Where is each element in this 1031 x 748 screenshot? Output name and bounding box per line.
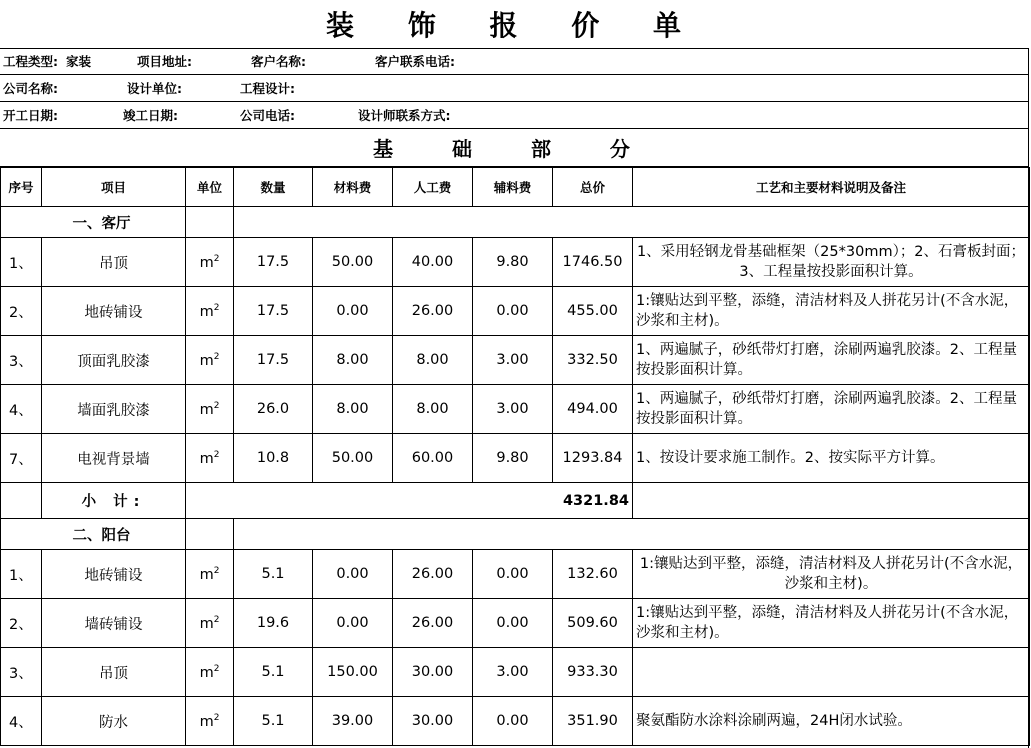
row-number: 7、 <box>1 434 42 483</box>
unit-cell <box>186 287 234 336</box>
table-row <box>1 385 1030 434</box>
remark <box>633 648 1030 697</box>
item-name: 墙面乳胶漆 <box>42 385 186 434</box>
project-type-label: 工程类型: <box>3 54 58 69</box>
column-header: 人工费 <box>393 168 473 207</box>
labor-fee: 26.00 <box>393 599 473 648</box>
total-price: 509.60 <box>553 599 633 648</box>
aux-fee: 0.00 <box>473 550 553 599</box>
quantity: 19.6 <box>234 599 313 648</box>
material-fee: 8.00 <box>313 385 393 434</box>
column-header: 项目 <box>42 168 186 207</box>
unit-exponent: 2 <box>213 712 220 723</box>
quantity: 5.1 <box>234 648 313 697</box>
unit-exponent: 2 <box>213 400 220 411</box>
empty-cell <box>186 207 234 238</box>
item-name: 地砖铺设 <box>42 550 186 599</box>
remark: 聚氨酯防水涂料涂刷两遍，24H闭水试验。 <box>633 697 1030 746</box>
info-row-2 <box>0 75 1029 102</box>
material-fee: 0.00 <box>313 599 393 648</box>
remark: 1、采用轻钢龙骨基础框架（25*30mm）；2、石膏板封面；3、工程量按投影面积计算。 <box>633 238 1030 287</box>
item-name: 地砖铺设 <box>42 287 186 336</box>
total-price: 494.00 <box>553 385 633 434</box>
subtotal-row <box>1 483 1030 519</box>
design-unit-label: 设计单位: <box>127 81 182 96</box>
empty-cell <box>1 483 42 519</box>
item-name: 防水 <box>42 697 186 746</box>
aux-fee: 3.00 <box>473 385 553 434</box>
empty-cell <box>633 483 1030 519</box>
column-header: 总价 <box>553 168 633 207</box>
quantity: 5.1 <box>234 697 313 746</box>
row-number: 1、 <box>1 550 42 599</box>
client-label: 客户名称: <box>251 54 306 69</box>
labor-fee: 30.00 <box>393 697 473 746</box>
quantity: 17.5 <box>234 238 313 287</box>
row-number: 3、 <box>1 336 42 385</box>
total-price: 933.30 <box>553 648 633 697</box>
project-type-value: 家装 <box>66 54 92 69</box>
column-header: 辅料费 <box>473 168 553 207</box>
eng-design-label: 工程设计: <box>240 81 295 96</box>
unit-exponent: 2 <box>213 565 220 576</box>
divider <box>0 48 1029 49</box>
table-row <box>1 287 1030 336</box>
unit-cell <box>186 238 234 287</box>
unit-exponent: 2 <box>213 663 220 674</box>
subtotal-value: 4321.84 <box>186 483 633 519</box>
labor-fee: 26.00 <box>393 550 473 599</box>
row-number: 2、 <box>1 599 42 648</box>
table-header <box>1 168 1030 207</box>
total-price: 132.60 <box>553 550 633 599</box>
material-fee: 50.00 <box>313 238 393 287</box>
unit-cell <box>186 697 234 746</box>
column-header: 序号 <box>1 168 42 207</box>
empty-cell <box>234 519 1030 550</box>
total-price: 1293.84 <box>553 434 633 483</box>
table-row <box>1 697 1030 746</box>
total-price: 455.00 <box>553 287 633 336</box>
unit-cell <box>186 599 234 648</box>
item-name: 顶面乳胶漆 <box>42 336 186 385</box>
unit-base: m <box>199 664 214 681</box>
unit-base: m <box>199 713 214 730</box>
column-header: 数量 <box>234 168 313 207</box>
company-phone-label: 公司电话: <box>240 108 295 123</box>
row-number: 2、 <box>1 287 42 336</box>
category-row <box>1 519 1030 550</box>
unit-cell <box>186 550 234 599</box>
unit-base: m <box>199 303 214 320</box>
unit-base: m <box>199 566 214 583</box>
aux-fee: 0.00 <box>473 599 553 648</box>
address-label: 项目地址: <box>137 54 192 69</box>
row-number: 3、 <box>1 648 42 697</box>
unit-base: m <box>199 401 214 418</box>
unit-cell <box>186 648 234 697</box>
aux-fee: 0.00 <box>473 287 553 336</box>
column-header: 单位 <box>186 168 234 207</box>
remark: 1、按设计要求施工制作。2、按实际平方计算。 <box>633 434 1030 483</box>
table-row <box>1 434 1030 483</box>
remark: 1、两遍腻子，砂纸带灯打磨，涂刷两遍乳胶漆。2、工程量按投影面积计算。 <box>633 336 1030 385</box>
unit-exponent: 2 <box>213 449 220 460</box>
item-name: 电视背景墙 <box>42 434 186 483</box>
document-title: 装 饰 报 价 单 <box>326 9 703 42</box>
unit-exponent: 2 <box>213 253 220 264</box>
table-row <box>1 648 1030 697</box>
labor-fee: 26.00 <box>393 287 473 336</box>
client-phone-label: 客户联系电话: <box>375 54 455 69</box>
column-header: 材料费 <box>313 168 393 207</box>
column-header: 工艺和主要材料说明及备注 <box>633 168 1030 207</box>
designer-phone-label: 设计师联系方式: <box>358 108 451 123</box>
category-name: 二、阳台 <box>1 519 186 550</box>
table-row <box>1 599 1030 648</box>
unit-exponent: 2 <box>213 302 220 313</box>
total-price: 1746.50 <box>553 238 633 287</box>
total-price: 351.90 <box>553 697 633 746</box>
quantity: 17.5 <box>234 336 313 385</box>
aux-fee: 9.80 <box>473 434 553 483</box>
labor-fee: 60.00 <box>393 434 473 483</box>
remark: 1:镶贴达到平整，添缝，清洁材料及人拼花另计(不含水泥，沙浆和主材)。 <box>633 599 1030 648</box>
material-fee: 8.00 <box>313 336 393 385</box>
empty-cell <box>234 207 1030 238</box>
unit-base: m <box>199 352 214 369</box>
info-row-3 <box>0 102 1029 129</box>
remark: 1、两遍腻子，砂纸带灯打磨，涂刷两遍乳胶漆。2、工程量按投影面积计算。 <box>633 385 1030 434</box>
row-number: 4、 <box>1 385 42 434</box>
unit-cell <box>186 385 234 434</box>
labor-fee: 40.00 <box>393 238 473 287</box>
table-row <box>1 550 1030 599</box>
unit-base: m <box>199 254 214 271</box>
material-fee: 150.00 <box>313 648 393 697</box>
remark: 1:镶贴达到平整，添缝，清洁材料及人拼花另计(不含水泥，沙浆和主材)。 <box>633 550 1030 599</box>
unit-base: m <box>199 615 214 632</box>
unit-cell <box>186 434 234 483</box>
quantity: 26.0 <box>234 385 313 434</box>
empty-cell <box>186 519 234 550</box>
company-label: 公司名称: <box>3 81 58 96</box>
quantity: 5.1 <box>234 550 313 599</box>
info-row-1 <box>0 48 1029 75</box>
row-number: 1、 <box>1 238 42 287</box>
table-row <box>1 336 1030 385</box>
row-number: 4、 <box>1 697 42 746</box>
category-row <box>1 207 1030 238</box>
item-name: 吊顶 <box>42 648 186 697</box>
aux-fee: 3.00 <box>473 648 553 697</box>
total-price: 332.50 <box>553 336 633 385</box>
item-name: 墙砖铺设 <box>42 599 186 648</box>
material-fee: 50.00 <box>313 434 393 483</box>
section-title: 基 础 部 分 <box>0 129 1029 167</box>
quantity: 17.5 <box>234 287 313 336</box>
quote-table <box>0 167 1030 746</box>
aux-fee: 3.00 <box>473 336 553 385</box>
aux-fee: 9.80 <box>473 238 553 287</box>
item-name: 吊顶 <box>42 238 186 287</box>
unit-exponent: 2 <box>213 614 220 625</box>
labor-fee: 30.00 <box>393 648 473 697</box>
unit-exponent: 2 <box>213 351 220 362</box>
quantity: 10.8 <box>234 434 313 483</box>
material-fee: 0.00 <box>313 550 393 599</box>
start-date-label: 开工日期: <box>3 108 58 123</box>
aux-fee: 0.00 <box>473 697 553 746</box>
labor-fee: 8.00 <box>393 336 473 385</box>
subtotal-label: 小 计: <box>42 483 186 519</box>
category-name: 一、客厅 <box>1 207 186 238</box>
table-row <box>1 238 1030 287</box>
unit-base: m <box>199 450 214 467</box>
material-fee: 0.00 <box>313 287 393 336</box>
remark: 1:镶贴达到平整，添缝，清洁材料及人拼花另计(不含水泥，沙浆和主材)。 <box>633 287 1030 336</box>
material-fee: 39.00 <box>313 697 393 746</box>
labor-fee: 8.00 <box>393 385 473 434</box>
unit-cell <box>186 336 234 385</box>
end-date-label: 竣工日期: <box>123 108 178 123</box>
